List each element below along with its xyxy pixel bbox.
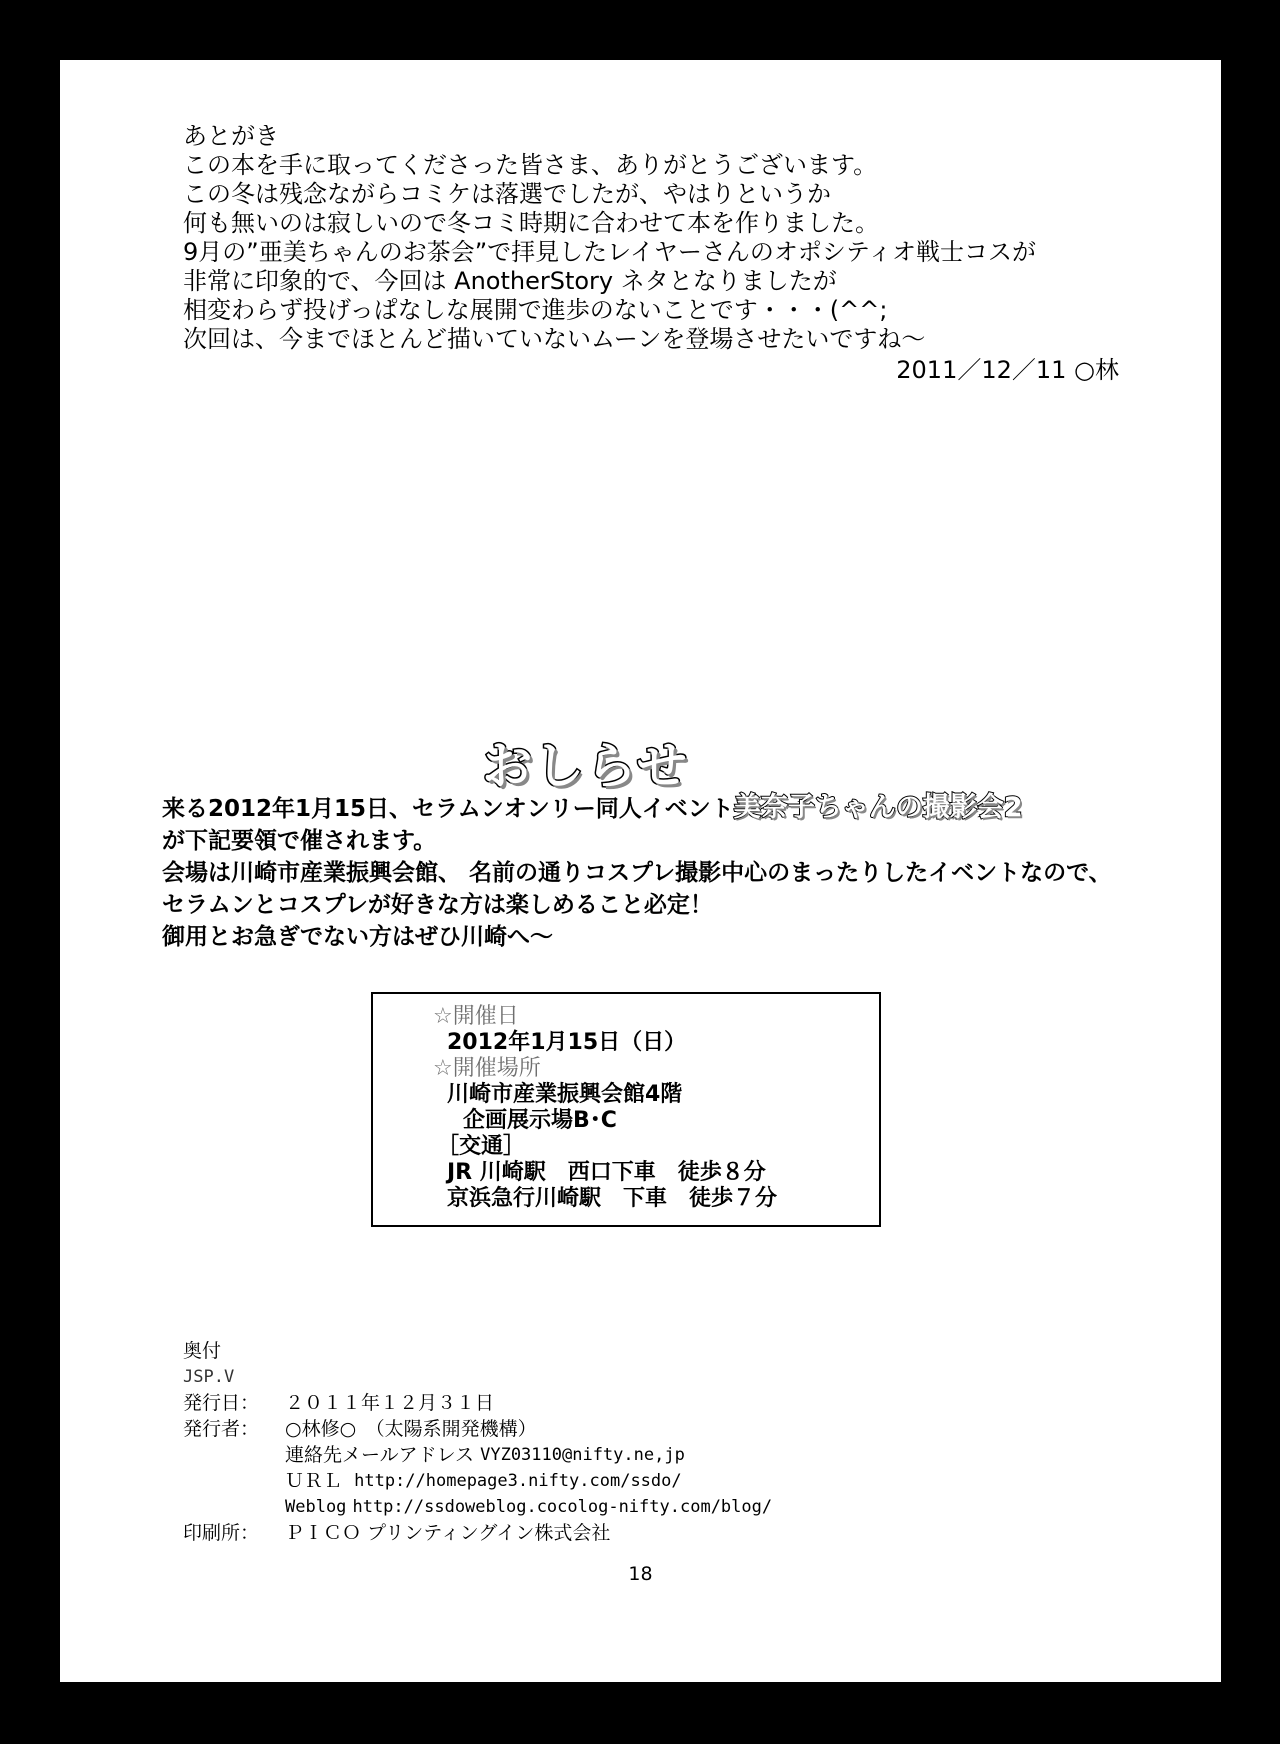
contact-value: VYZ03110@nifty.ne,jp xyxy=(480,1445,685,1465)
printer-value: ＰＩＣＯ プリンティングイン株式会社 xyxy=(285,1522,611,1544)
issue-date-row xyxy=(183,1390,1083,1416)
notice-line: セラムンとコスプレが好きな方は楽しめること必定！ xyxy=(162,892,713,918)
url-value: http://homepage3.nifty.com/ssdo/ xyxy=(354,1471,682,1491)
afterword-signature: 2011／12／11 ○林 xyxy=(896,356,1119,384)
notice-title: おしらせ xyxy=(482,737,689,795)
publisher-value: ○林修○ （太陽系開発機構） xyxy=(285,1418,537,1440)
transport-line: 京浜急行川崎駅 下車 徒歩７分 xyxy=(447,1186,778,1211)
date-value: 2012年1月15日（日） xyxy=(447,1030,687,1055)
circle-name: JSP.V xyxy=(183,1367,235,1387)
publisher-row xyxy=(183,1416,1083,1442)
colophon-section xyxy=(183,1338,1083,1546)
afterword-line: この冬は残念ながらコミケは落選でしたが、やはりというか xyxy=(183,180,831,208)
colophon-title: 奥付 xyxy=(183,1340,222,1362)
notice-body xyxy=(162,792,1162,953)
afterword-line: 次回は、今までほとんど描いていないムーンを登場させたいですね～ xyxy=(183,325,926,353)
issue-date-value: ２０１１年１２月３１日 xyxy=(285,1392,495,1414)
afterword-title: あとがき xyxy=(183,122,279,150)
printer-row xyxy=(183,1520,1083,1546)
weblog-label: Weblog xyxy=(285,1497,347,1517)
notice-line: 御用とお急ぎでない方はぜひ川崎へ～ xyxy=(162,924,553,950)
notice-line: が下記要領で催されます。 xyxy=(162,828,437,854)
page-number: 18 xyxy=(628,1563,653,1585)
printer-label: 印刷所： xyxy=(183,1522,260,1544)
publisher-label: 発行者： xyxy=(183,1418,260,1440)
transport-heading: ［交通］ xyxy=(437,1134,526,1159)
venue-heading: ☆開催場所 xyxy=(433,1056,541,1081)
notice-line xyxy=(162,792,1162,825)
weblog-row xyxy=(183,1494,1083,1520)
notice-line: 会場は川崎市産業振興会館、 名前の通りコスプレ撮影中心のまったりしたイベントなので、 xyxy=(162,860,1112,886)
transport-line: JR 川崎駅 西口下車 徒歩８分 xyxy=(447,1160,766,1185)
afterword-line: 非常に印象的で、今回は AnotherStory ネタとなりましたが xyxy=(183,267,837,295)
afterword-line: この本を手に取ってくださった皆さま、ありがとうございます。 xyxy=(183,151,878,179)
event-name: 美奈子ちゃんの撮影会2 xyxy=(733,792,1023,823)
manga-page xyxy=(60,60,1221,1682)
contact-row xyxy=(183,1442,1083,1468)
date-heading: ☆開催日 xyxy=(433,1004,519,1029)
notice-line-prefix: 来る2012年1月15日、セラムンオンリー同人イベント xyxy=(162,796,734,822)
venue-line: 企画展示場B･C xyxy=(463,1108,617,1133)
url-label: ＵＲＬ xyxy=(285,1470,343,1492)
weblog-value: http://ssdoweblog.cocolog-nifty.com/blog/ xyxy=(352,1497,773,1517)
afterword-line: 9月の”亜美ちゃんのお茶会”で拝見したレイヤーさんのオポシティオ戦士コスが xyxy=(183,238,1037,266)
venue-line: 川崎市産業振興会館4階 xyxy=(447,1082,683,1107)
issue-date-label: 発行日： xyxy=(183,1392,260,1414)
event-info-box xyxy=(371,992,881,1227)
url-row xyxy=(183,1468,1083,1494)
afterword-line: 相変わらず投げっぱなしな展開で進歩のないことです・・・(^^; xyxy=(183,296,888,324)
afterword-line: 何も無いのは寂しいので冬コミ時期に合わせて本を作りました。 xyxy=(183,209,879,237)
contact-label: 連絡先メールアドレス xyxy=(285,1444,475,1466)
afterword-section xyxy=(183,122,1123,385)
